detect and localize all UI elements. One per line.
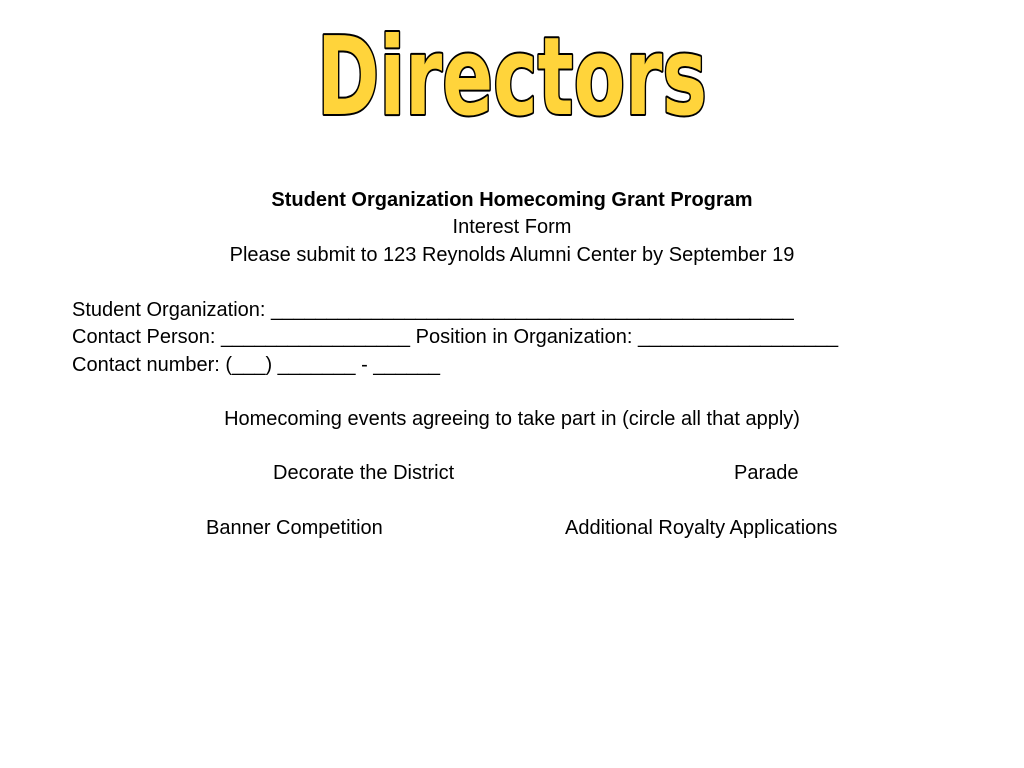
events-prompt: Homecoming events agreeing to take part in (circle all that apply) <box>224 408 800 430</box>
form-instructions: Please submit to 123 Reynolds Alumni Center by September 19 <box>229 244 795 266</box>
event-option-decorate-district[interactable]: Decorate the District <box>273 462 455 484</box>
form-heading: Student Organization Homecoming Grant Program <box>271 189 753 211</box>
contact-number-field[interactable]: Contact number: (___) _______ - ______ <box>72 354 441 376</box>
form-subheading: Interest Form <box>452 216 572 238</box>
student-organization-field[interactable]: Student Organization: _______________________________________________ <box>72 299 794 321</box>
event-option-parade[interactable]: Parade <box>734 462 799 484</box>
page-title-text: Directors <box>317 15 707 132</box>
event-option-banner-competition[interactable]: Banner Competition <box>206 517 383 539</box>
contact-person-field[interactable]: Contact Person: _________________ Position in Organization: __________________ <box>72 326 839 348</box>
directors-title-graphic <box>0 14 1024 132</box>
event-option-royalty-applications[interactable]: Additional Royalty Applications <box>565 517 838 539</box>
page-title <box>0 14 1024 132</box>
